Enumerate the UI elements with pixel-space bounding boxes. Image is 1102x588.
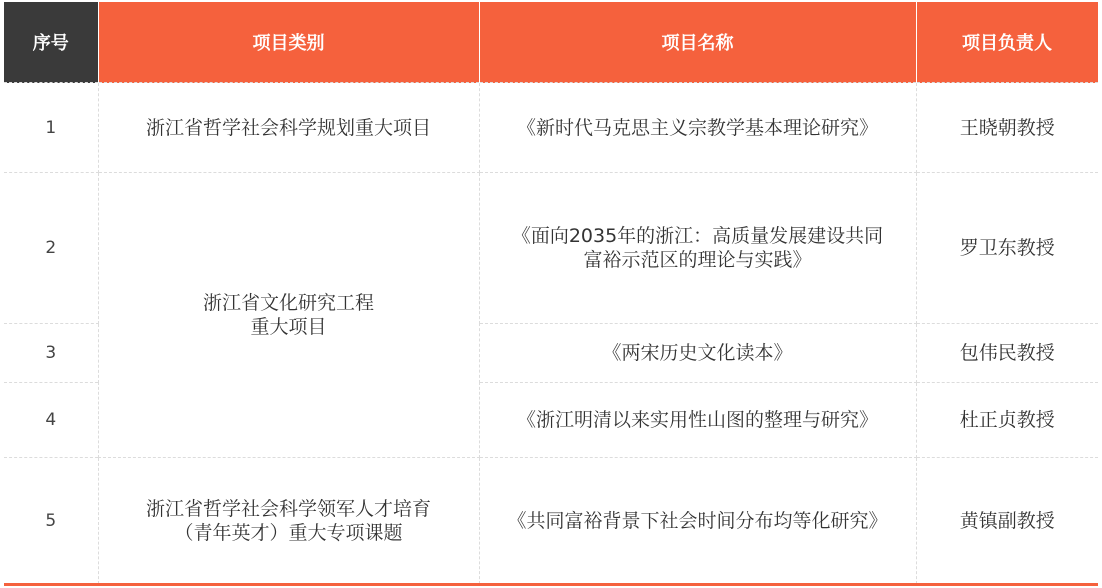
row-project-name: 《新时代马克思主义宗教学基本理论研究》 — [479, 83, 916, 173]
table-row — [4, 458, 1098, 584]
project-name-line: 富裕示范区的理论与实践》 — [583, 249, 812, 271]
row-index: 4 — [4, 383, 98, 458]
row-category — [98, 173, 479, 458]
row-leader: 王晓朝教授 — [916, 83, 1098, 173]
category-line: 浙江省哲学社会科学领军人才培育 — [145, 497, 431, 520]
row-leader: 杜正贞教授 — [916, 383, 1098, 458]
table-header-row — [4, 2, 1098, 83]
header-category: 项目类别 — [98, 2, 479, 83]
header-name: 项目名称 — [479, 2, 916, 83]
row-leader: 包伟民教授 — [916, 324, 1098, 383]
row-project-name: 《共同富裕背景下社会时间分布均等化研究》 — [479, 458, 916, 584]
project-name-line: 《面向2035年的浙江：高质量发展建设共同 — [511, 225, 884, 247]
row-project-name: 《浙江明清以来实用性山图的整理与研究》 — [479, 383, 916, 458]
row-index: 1 — [4, 83, 98, 173]
category-line: 浙江省文化研究工程 — [202, 292, 374, 314]
category-line: 重大项目 — [250, 316, 327, 338]
table-bottom-rule — [4, 583, 1098, 586]
projects-table — [4, 2, 1099, 584]
row-leader: 罗卫东教授 — [916, 173, 1098, 324]
header-leader: 项目负责人 — [916, 2, 1098, 83]
row-leader: 黄镇副教授 — [916, 458, 1098, 584]
row-project-name — [479, 173, 916, 324]
table-row — [4, 173, 1098, 324]
row-index: 3 — [4, 324, 98, 383]
category-line: （青年英才）重大专项课题 — [174, 521, 403, 544]
row-category: 浙江省哲学社会科学规划重大项目 — [98, 83, 479, 173]
row-index: 5 — [4, 458, 98, 584]
table-row — [4, 83, 1098, 173]
header-index: 序号 — [4, 2, 98, 83]
row-index: 2 — [4, 173, 98, 324]
row-category — [98, 458, 479, 584]
row-project-name: 《两宋历史文化读本》 — [479, 324, 916, 383]
